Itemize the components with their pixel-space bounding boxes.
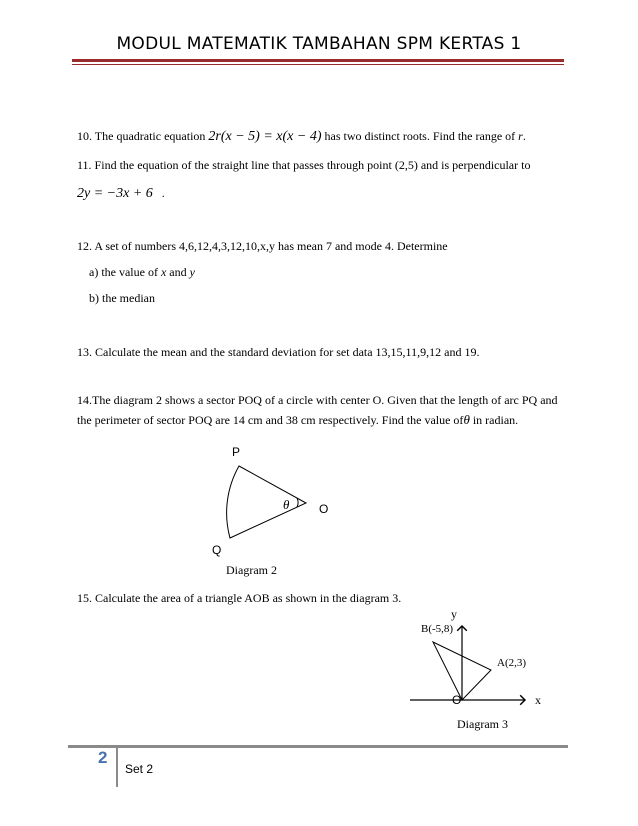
- question-14-theta: θ: [463, 412, 470, 427]
- diagram-2-label-o: O: [319, 502, 329, 516]
- question-14-body: 14.The diagram 2 shows a sector POQ of a circle with center O. Given that the length of arc PQ and the perimeter of sector POQ are 14 cm and 38 cm respectively. Find the value of: [77, 393, 558, 427]
- footer-divider: [116, 747, 118, 787]
- diagram-2-caption: Diagram 2: [226, 563, 277, 577]
- question-10-period: .: [522, 129, 526, 143]
- question-13-text: 13. Calculate the mean and the standard deviation for set data 13,15,11,9,12 and 19.: [77, 345, 480, 359]
- question-12a-y: y: [189, 265, 195, 279]
- question-11-equation: 2y = −3x + 6: [77, 186, 153, 201]
- question-12a-and: and: [169, 265, 187, 279]
- question-10-equation: 2r(x − 5) = x(x − 4): [208, 129, 322, 144]
- diagram-2-label-p: P: [232, 445, 241, 459]
- question-12-text: 12. A set of numbers 4,6,12,4,3,12,10,x,y has mean 7 and mode 4. Determine: [77, 239, 448, 253]
- diagram-3-caption: Diagram 3: [457, 717, 508, 731]
- diagram-3-label-a: A(2,3): [497, 657, 527, 669]
- diagram-3-label-x: x: [535, 693, 541, 707]
- diagram-3-label-y: y: [451, 607, 457, 621]
- diagram-3-label-b: B(-5,8): [421, 623, 454, 635]
- question-12-part-b: b) the median: [89, 291, 155, 305]
- question-11-text: 11. Find the equation of the straight line that passes through point (2,5) and is perpendicular to: [77, 158, 531, 172]
- question-10-variable: r: [518, 129, 523, 143]
- diagram-2-label-theta: θ: [283, 497, 290, 512]
- page-header-title: MODUL MATEMATIK TAMBAHAN SPM KERTAS 1: [116, 34, 522, 54]
- page-number: 2: [98, 748, 108, 767]
- diagram-2-label-q: Q: [212, 543, 222, 557]
- footer-rule: [68, 745, 568, 748]
- question-14-end: in radian.: [469, 413, 519, 427]
- diagram-3-label-o: O: [452, 693, 462, 707]
- question-11-period: .: [161, 186, 165, 200]
- question-10-text-end: has two distinct roots. Find the range of: [324, 129, 516, 143]
- question-15-text: 15. Calculate the area of a triangle AOB as shown in the diagram 3.: [77, 591, 402, 605]
- question-12a-x: x: [160, 265, 167, 279]
- question-10-text: 10. The quadratic equation: [77, 129, 206, 143]
- footer-set-label: Set 2: [125, 762, 154, 776]
- question-12a-text: a) the value of: [89, 265, 158, 279]
